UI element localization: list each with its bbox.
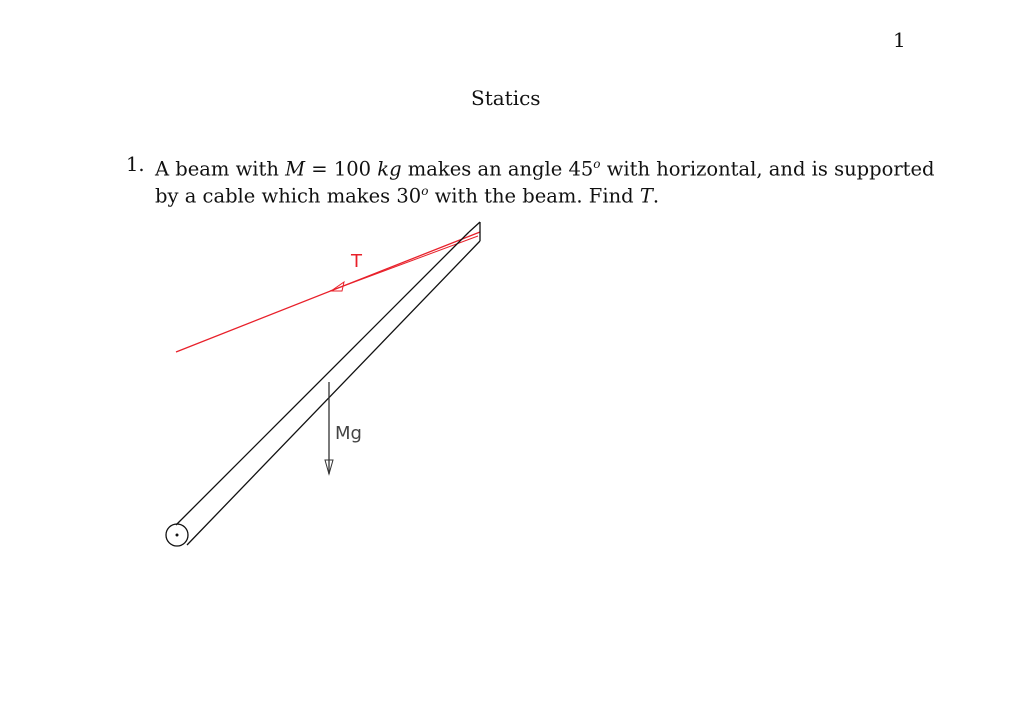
degree-symbol: o xyxy=(593,157,601,171)
problem-text: by a cable which makes 30 xyxy=(155,184,422,208)
problem-text: with horizontal, and is supported xyxy=(600,157,935,181)
unit-kg: kg xyxy=(377,157,402,181)
problem-text: makes an angle 45 xyxy=(401,157,594,181)
problem-number: 1. xyxy=(126,153,145,176)
tension-symbol: T xyxy=(639,184,653,208)
beam-top-edge xyxy=(176,232,469,525)
problem-text: A beam with xyxy=(155,157,286,181)
beam-end-cap-top xyxy=(469,222,480,232)
tension-label: T xyxy=(351,251,362,272)
weight-label: Mg xyxy=(335,423,362,444)
section-title: Statics xyxy=(471,86,541,110)
cable-line xyxy=(176,232,480,352)
problem-text: with the beam. Find xyxy=(428,184,640,208)
mass-symbol: M xyxy=(285,157,306,181)
degree-symbol: o xyxy=(421,184,429,198)
page-number: 1 xyxy=(893,28,906,52)
problem-text: . xyxy=(652,184,660,208)
problem-text: = 100 xyxy=(305,157,378,181)
hinge-pin xyxy=(176,534,179,537)
beam-bottom-edge xyxy=(187,241,480,545)
